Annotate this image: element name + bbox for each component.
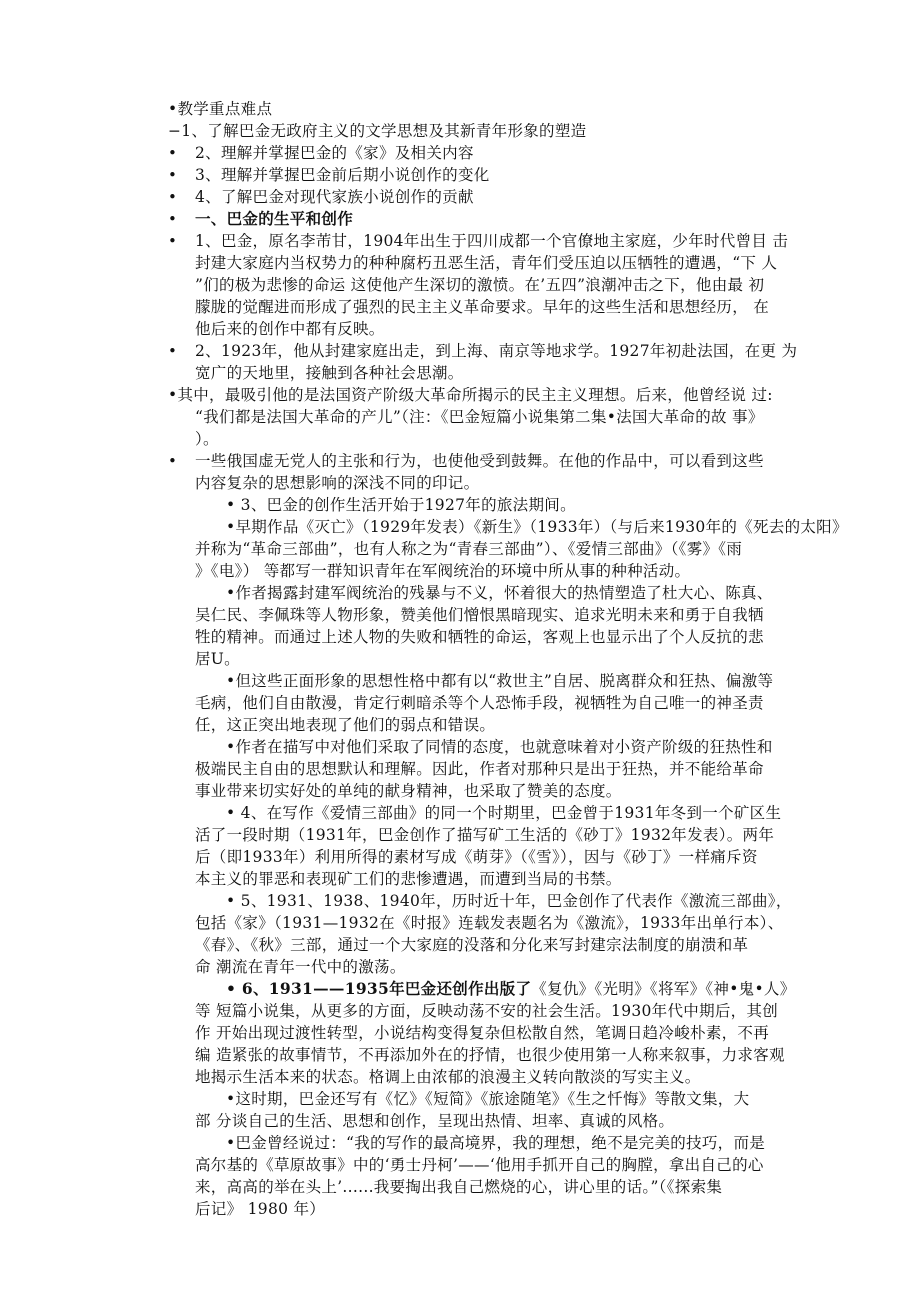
objective-item: 4、了解巴金对现代家族小说创作的贡献: [195, 188, 474, 206]
paragraph-line: 包括《家》（1931—1932在《时报》连载发表题名为《激流》，1933年出单行本）、: [195, 914, 784, 932]
paragraph-line: [226, 978, 796, 1000]
paragraph-line: “我们都是法国大革命的产儿”（注：《巴金短篇小说集第二集•法国大革命的故 事》: [195, 408, 764, 426]
bold-lead-text: • 6、1931——1935年巴金还创作出版了: [226, 979, 532, 998]
objective-item: 2、理解并掌握巴金的《家》及相关内容: [195, 144, 474, 162]
paragraph-line: 内容复杂的思想影响的深浅不同的印记。: [195, 474, 480, 492]
bullet-icon: •: [168, 166, 177, 184]
bullet-icon: •: [168, 210, 177, 228]
paragraph-line: •其中，最吸引他的是法国资产阶级大革命所揭示的民主主义理想。后来，他曾经说 过:: [168, 386, 773, 404]
paragraph-line: 吴仁民、李佩珠等人物形象，赞美他们憎恨黑暗现实、追求光明未来和勇于自我牺: [195, 606, 764, 624]
bullet-icon: •: [168, 144, 177, 162]
bullet-icon: •: [168, 188, 177, 206]
paragraph-line: 封建大家庭内当权势力的种种腐朽丑恶生活，青年们受压迫以压牺牲的遭遇，“下 人: [195, 254, 778, 272]
paragraph-line: 活了一段时期（1931年，巴金创作了描写矿工生活的《砂丁》1932年发表）。两年: [195, 826, 775, 844]
paragraph-line: 事业带来切实好处的单纯的献身精神，也采取了赞美的态度。: [195, 782, 622, 800]
paragraph-line: 命 潮流在青年一代中的激荡。: [195, 958, 406, 976]
paragraph-line: ”们的极为悲惨的命运 这使他产生深切的激愤。在’五四”浪潮冲击之下，他由最 初: [195, 276, 765, 294]
paragraph-line: 后记》 1980 年）: [195, 1200, 326, 1218]
paragraph-line: ）。: [195, 430, 219, 448]
paragraph-line: •作者在描写中对他们采取了同情的态度，也就意味着对小资产阶级的狂热性和: [226, 738, 773, 756]
paragraph-line: 一些俄国虚无党人的主张和行为，也使他受到鼓舞。在他的作品中，可以看到这些: [195, 452, 764, 470]
bullet-icon: •: [168, 342, 177, 360]
inline-text: 《复仇》《光明》《将军》《神•鬼•人》: [531, 980, 796, 998]
paragraph-line: 宽广的天地里，接触到各种社会思潮。: [195, 364, 464, 382]
paragraph-line: 《春》、《秋》三部，通过一个大家庭的没落和分化来写封建宗法制度的崩溃和革: [195, 936, 749, 954]
section-title: 一、巴金的生平和创作: [195, 209, 354, 228]
paragraph-line: 1、巴金，原名李芾甘，1904年出生于四川成都一个官僚地主家庭，少年时代曾目 击: [195, 232, 789, 250]
objective-item: 3、理解并掌握巴金前后期小说创作的变化: [195, 166, 490, 184]
paragraph-line: •巴金曾经说过：“我的写作的最高境界，我的理想，绝不是完美的技巧，而是: [226, 1134, 766, 1152]
paragraph-line: •作者揭露封建军阀统治的残暴与不义，怀着很大的热情塑造了杜大心、陈真、: [226, 584, 773, 602]
paragraph-line: •但这些正面形象的思想性格中都有以“救世主”自居、脱离群众和狂热、偏激等: [226, 672, 774, 690]
paragraph-line: 毛病，他们自由散漫，肯定行刺暗杀等个人恐怖手段，视牺牲为自己唯一的神圣责: [195, 694, 764, 712]
paragraph-line: 》《电》） 等都写一群知识青年在军阀统治的环境中所从事的种种活动。: [195, 562, 691, 580]
paragraph-line: 2、1923年，他从封建家庭出走，到上海、南京等地求学。1927年初赴法国，在更 为: [195, 342, 798, 360]
paragraph-line: 编 造紧张的故事情节，不再添加外在的抒情，也很少使用第一人称来叙事，力求客观: [195, 1046, 785, 1064]
paragraph-line: 部 分谈自己的生活、思想和创作，呈现出热情、坦率、真诚的风格。: [195, 1112, 675, 1130]
paragraph-line: 来，高高的举在头上’......我要掏出我自己燃烧的心，讲心里的话。”（《探索集: [195, 1178, 723, 1196]
paragraph-line: 极端民主自由的思想默认和理解。因此，作者对那种只是出于狂热，并不能给革命: [195, 760, 764, 778]
paragraph-line: 他后来的创作中都有反映。: [195, 320, 385, 338]
paragraph-line: 并称为“革命三部曲”，也有人称之为“青春三部曲”）、《爱情三部曲》（《雾》《雨: [195, 540, 743, 558]
paragraph-line: 等 短篇小说集，从更多的方面，反映动荡不安的社会生活。1930年代中期后，其创: [195, 1002, 779, 1020]
paragraph-line: • 3、巴金的创作生活开始于1927年的旅法期间。: [226, 496, 576, 514]
paragraph-line: • 5、1931、1938、1940年，历时近十年，巴金创作了代表作《激流三部曲》，: [226, 892, 792, 910]
paragraph-line: •早期作品《灭亡》（1929年发表）《新生》（1933年）（与后来1930年的《死去的太阳》: [226, 518, 848, 536]
paragraph-line: 地揭示生活本来的状态。格调上由浓郁的浪漫主义转向散淡的写实主义。: [195, 1068, 701, 1086]
paragraph-line: 高尔基的《草原故事》中的‘勇士丹柯’——‘他用手抓开自己的胸膛，拿出自己的心: [195, 1156, 764, 1174]
objective-item: −1、了解巴金无政府主义的文学思想及其新青年形象的塑造: [168, 122, 587, 140]
paragraph-line: 后（即1933年）利用所得的素材写成《萌芽》（《雪》），因与《砂丁》一样痛斥资: [195, 848, 758, 866]
paragraph-line: • 4、在写作《爱情三部曲》的同一个时期里，巴金曾于1931年冬到一个矿区生: [226, 804, 782, 822]
bullet-icon: •: [168, 452, 177, 470]
paragraph-line: 居U。: [195, 650, 240, 668]
paragraph-line: 本主义的罪恶和表现矿工们的悲惨遭遇，而遭到当局的书禁。: [195, 870, 622, 888]
section-heading: •教学重点难点: [168, 100, 273, 118]
paragraph-line: •这时期，巴金还写有《忆》《短简》《旅途随笔》《生之忏悔》等散文集，大: [226, 1090, 750, 1108]
paragraph-line: 牲的精神。而通过上述人物的失败和牺牲的命运，客观上也显示出了个人反抗的悲: [195, 628, 764, 646]
paragraph-line: 朦胧的觉醒进而形成了强烈的民主主义革命要求。早年的这些生活和思想经历， 在: [195, 298, 770, 316]
paragraph-line: 作 开始出现过渡性转型，小说结构变得复杂但松散自然，笔调日趋冷峻朴素，不再: [195, 1024, 770, 1042]
bullet-icon: •: [168, 232, 177, 250]
paragraph-line: 任，这正突出地表现了他们的弱点和错误。: [195, 716, 496, 734]
